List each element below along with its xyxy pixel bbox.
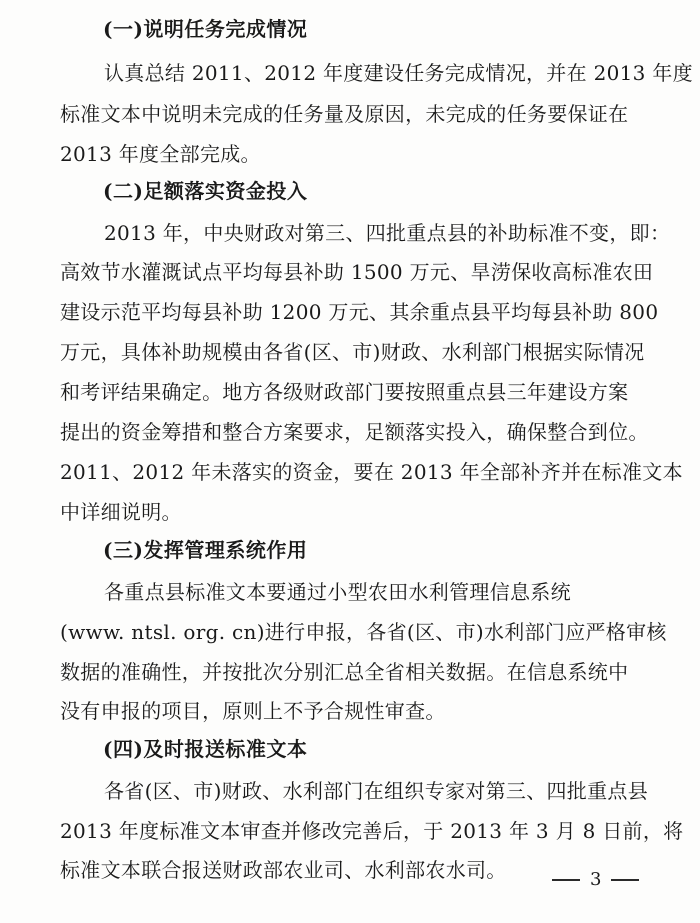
paragraph-line: 2011、2012 年未落实的资金，要在 2013 年全部补齐并在标准文本 (60, 460, 683, 484)
paragraph-line: 没有申报的项目，原则上不予合规性审查。 (60, 699, 446, 723)
dash-left (552, 879, 580, 881)
paragraph-line: 高效节水灌溉试点平均每县补助 1500 万元、旱涝保收高标准农田 (60, 260, 654, 284)
section-heading-1: (一)说明任务完成情况 (103, 17, 308, 41)
page-number-value: 3 (590, 869, 602, 890)
paragraph-line: 认真总结 2011、2012 年度建设任务完成情况，并在 2013 年度 (104, 61, 693, 85)
paragraph-line: 标准文本联合报送财政部农业司、水利部农水司。 (60, 858, 507, 882)
paragraph-line: 各省(区、市)财政、水利部门在组织专家对第三、四批重点县 (104, 779, 649, 803)
paragraph-line: 万元，具体补助规模由各省(区、市)财政、水利部门根据实际情况 (60, 340, 645, 364)
page-number (552, 868, 639, 892)
section-heading-4: (四)及时报送标准文本 (103, 737, 308, 761)
paragraph-line: 各重点县标准文本要通过小型农田水利管理信息系统 (104, 580, 571, 604)
dash-right (611, 879, 639, 881)
paragraph-line: 2013 年，中央财政对第三、四批重点县的补助标准不变，即： (104, 221, 671, 245)
paragraph-line: 中详细说明。 (60, 500, 182, 524)
paragraph-line: 和考评结果确定。地方各级财政部门要按照重点县三年建设方案 (60, 380, 629, 404)
paragraph-line: 标准文本中说明未完成的任务量及原因，未完成的任务要保证在 (60, 102, 629, 126)
paragraph-line: 数据的准确性，并按批次分别汇总全省相关数据。在信息系统中 (60, 660, 629, 684)
paragraph-line: 2013 年度标准文本审查并修改完善后，于 2013 年 3 月 8 日前，将 (60, 819, 684, 843)
paragraph-line: 建设示范平均每县补助 1200 万元、其余重点县平均每县补助 800 (60, 300, 659, 324)
section-heading-2: (二)足额落实资金投入 (103, 179, 308, 203)
paragraph-line: (www. ntsl. org. cn)进行申报，各省(区、市)水利部门应严格审核 (60, 620, 667, 644)
paragraph-line: 2013 年度全部完成。 (60, 142, 261, 166)
section-heading-3: (三)发挥管理系统作用 (103, 538, 308, 562)
paragraph-line: 提出的资金筹措和整合方案要求，足额落实投入，确保整合到位。 (60, 420, 649, 444)
